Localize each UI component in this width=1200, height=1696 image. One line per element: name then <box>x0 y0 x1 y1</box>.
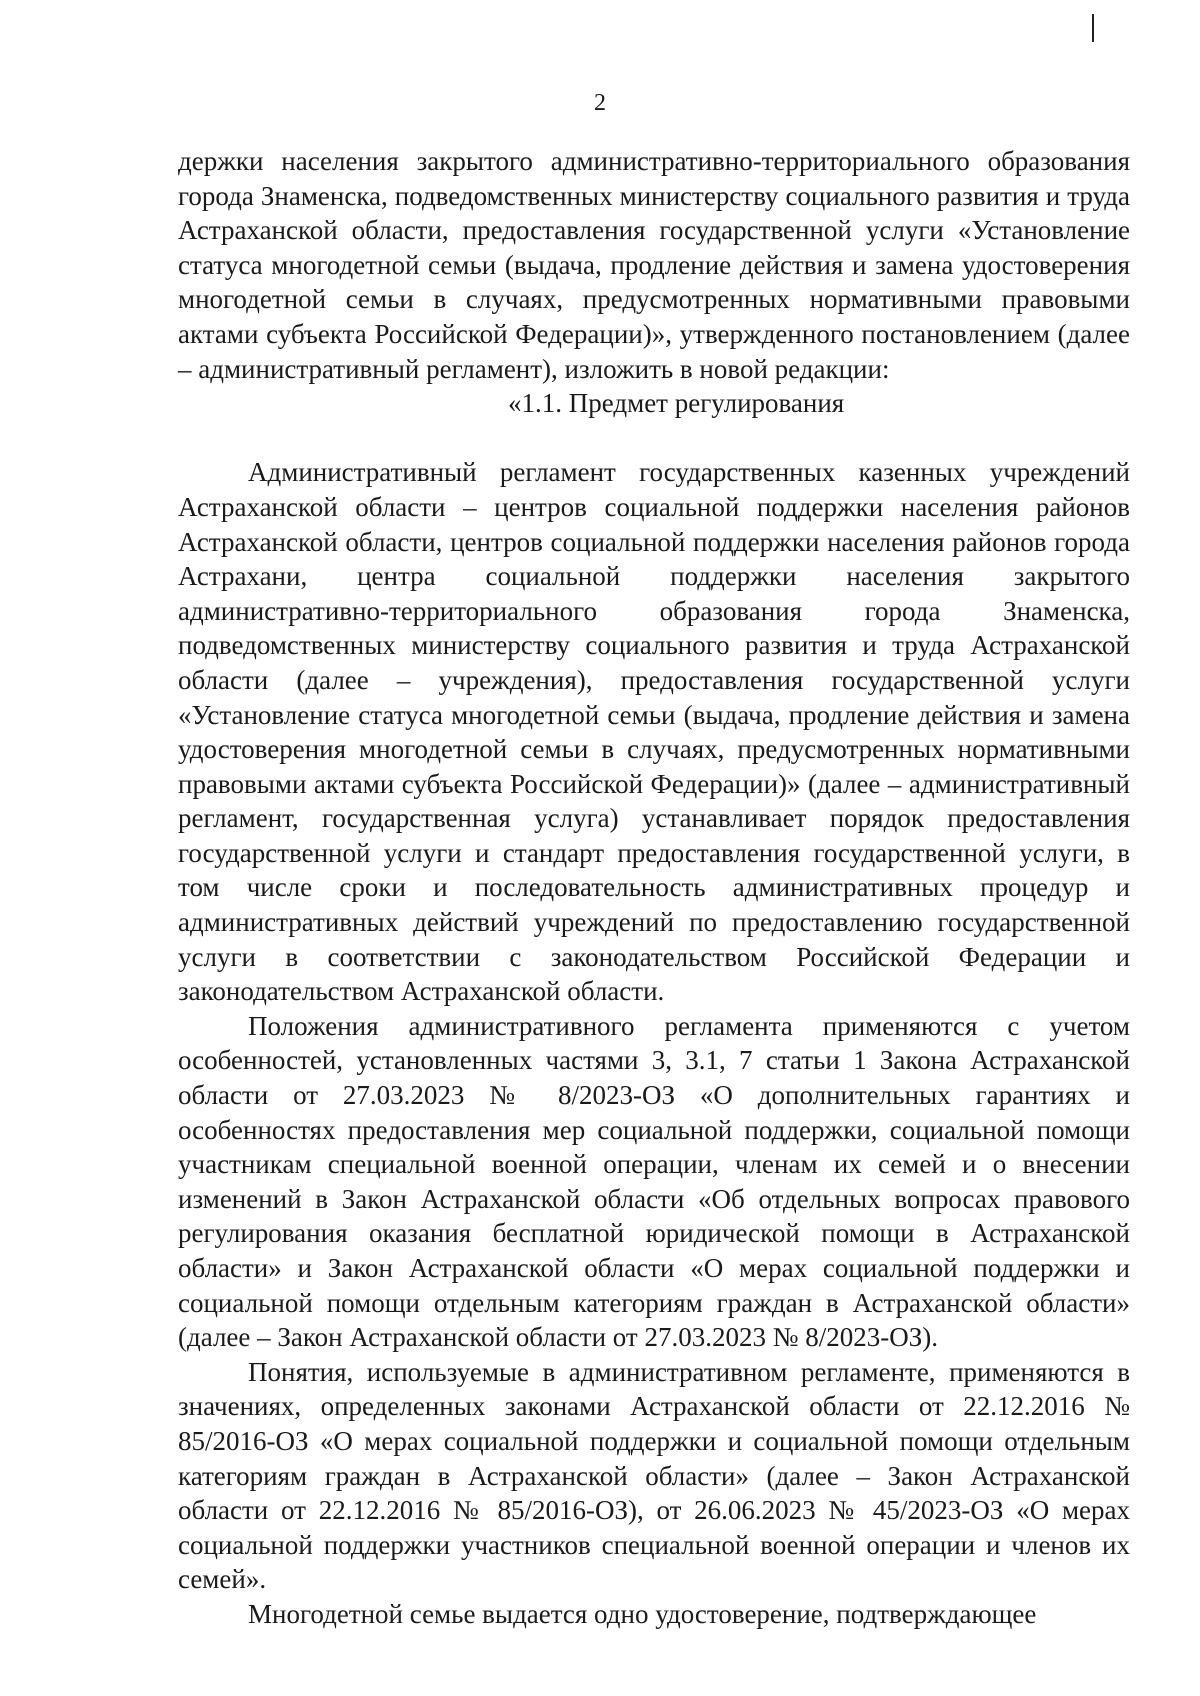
section-heading: «1.1. Предмет регулирования <box>508 388 845 419</box>
scan-artifact-mark <box>1092 14 1094 42</box>
paragraph-subject: Административный регламент государственных казенных учреждений Астраханской области – центров социальной поддержки населения районов Астраханской области, центров социальной поддержки населения районов города Астрахани, центра социальной поддержки населения закрытого административно-территориального образования города Знаменска, подведомственных министерству социального развития и труда Астраханской области (далее – учреждения), предоставления государственной услуги «Установление статуса многодетной семьи (выдача, продление действия и замена удостоверения многодетной семьи в случаях, предусмотренных нормативными правовыми актами субъекта Российской Федерации)» (далее – административный регламент, государственная услуга) устанавливает порядок предоставления государственной услуги и стандарт предоставления государственной услуги, в том числе сроки и последовательность административных процедур и административных действий учреждений по предоставлению государственной услуги в соответствии с законодательством Российской Федерации и законодательством Астраханской области. <box>178 457 1130 1007</box>
page-number: 2 <box>594 90 606 116</box>
paragraph-provisions: Положения административного регламента применяются с учетом особенностей, установленных частями 3, 3.1, 7 статьи 1 Закона Астраханской области от 27.03.2023 № 8/2023-ОЗ «О дополнительных гарантиях и особенностях предоставления мер социальной поддержки, социальной помощи участникам специальной военной операции, членам их семей и о внесении изменений в Закон Астраханской области «Об отдельных вопросах правового регулирования оказания бесплатной юридической помощи в Астраханской области» и Закон Астраханской области «О мерах социальной поддержки и социальной помощи отдельным категориям граждан в Астраханской области» (далее – Закон Астраханской области от 27.03.2023 № 8/2023-ОЗ). <box>178 1010 1130 1353</box>
paragraph-certificate: Многодетной семье выдается одно удостоверение, подтверждающее <box>248 1598 1037 1629</box>
lead-paragraph: держки населения закрытого административно-территориального образования города Знаменска, подведомственных министерству социального развития и труда Астраханской области, предоставления государственной услуги «Установление статуса многодетной семьи (выдача, продление действия и замена удостоверения многодетной семьи в случаях, предусмотренных нормативными правовыми актами субъекта Российской Федерации)», утвержденного постановлением (далее – административный регламент), изложить в новой редакции: <box>178 146 1130 384</box>
document-body <box>178 144 1130 1632</box>
paragraph-definitions: Понятия, используемые в административном регламенте, применяются в значениях, определенных законами Астраханской области от 22.12.2016 № 85/2016-ОЗ «О мерах социальной поддержки и социальной помощи отдельным категориям граждан в Астраханской области» (далее – Закон Астраханской области от 22.12.2016 № 85/2016-ОЗ), от 26.06.2023 № 45/2023-ОЗ «О мерах социальной поддержки участников специальной военной операции и членов их семей». <box>178 1356 1130 1595</box>
